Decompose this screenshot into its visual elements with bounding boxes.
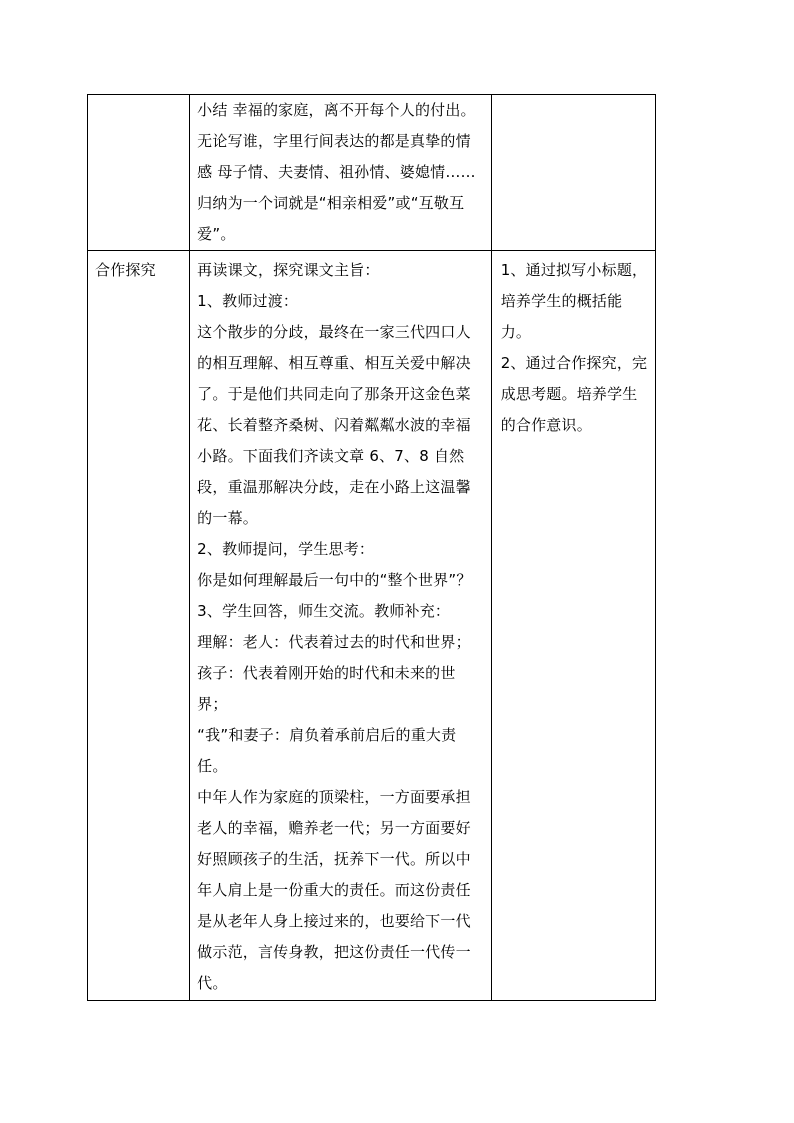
content-paragraph: 2、教师提问，学生思考： xyxy=(197,540,375,558)
table-row xyxy=(88,95,656,251)
content-paragraph: 这个散步的分歧，最终在一家三代四口人的相互理解、相互尊重、相互关爱中解决了。于是他们共同走向了那条开这金色菜花、长着整齐桑树、闪着粼粼水波的幸福小路。下面我们齐读文章 6、7、8 自然段，重温那解决分歧，走在小路上这温馨的一幕。 xyxy=(197,323,471,527)
content-paragraph: “我”和妻子：肩负着承前启后的重大责任。 xyxy=(197,726,457,775)
content-cell xyxy=(190,251,492,1001)
content-paragraph: 再读课文，探究课文主旨： xyxy=(197,261,380,279)
table-row xyxy=(88,251,656,1001)
goal-item: 1、通过拟写小标题，培养学生的概括能力。 xyxy=(500,261,648,341)
content-paragraph: 理解：老人：代表着过去的时代和世界； xyxy=(197,633,471,651)
content-cell xyxy=(190,95,492,251)
goal-cell xyxy=(491,251,655,1001)
content-paragraph: 中年人作为家庭的顶梁柱，一方面要承担老人的幸福，赡养老一代；另一方面要好好照顾孩子的生活，抚养下一代。所以中年人肩上是一份重大的责任。而这份责任是从老年人身上接过来的，也要给下一代做示范，言传身教，把这份责任一代传一代。 xyxy=(197,788,471,992)
lesson-plan-table xyxy=(87,94,656,1001)
content-paragraph: 1、教师过渡： xyxy=(197,292,299,310)
content-paragraph: 你是如何理解最后一句中的“整个世界”？ xyxy=(197,571,472,589)
content-paragraph: 孩子：代表着刚开始的时代和未来的世界； xyxy=(197,664,456,713)
goal-cell xyxy=(491,95,655,251)
content-paragraph: 3、学生回答，师生交流。教师补充： xyxy=(197,602,451,620)
section-cell xyxy=(88,251,190,1001)
section-cell xyxy=(88,95,190,251)
summary-paragraph: 小结 幸福的家庭，离不开每个人的付出。无论写谁，字里行间表达的都是真挚的情感 母子情、夫妻情、祖孙情、婆媳情……归纳为一个词就是“相亲相爱”或“互敬互爱”。 xyxy=(197,101,476,243)
section-label: 合作探究 xyxy=(95,261,156,279)
goal-item: 2、通过合作探究，完成思考题。培养学生的合作意识。 xyxy=(500,354,648,434)
